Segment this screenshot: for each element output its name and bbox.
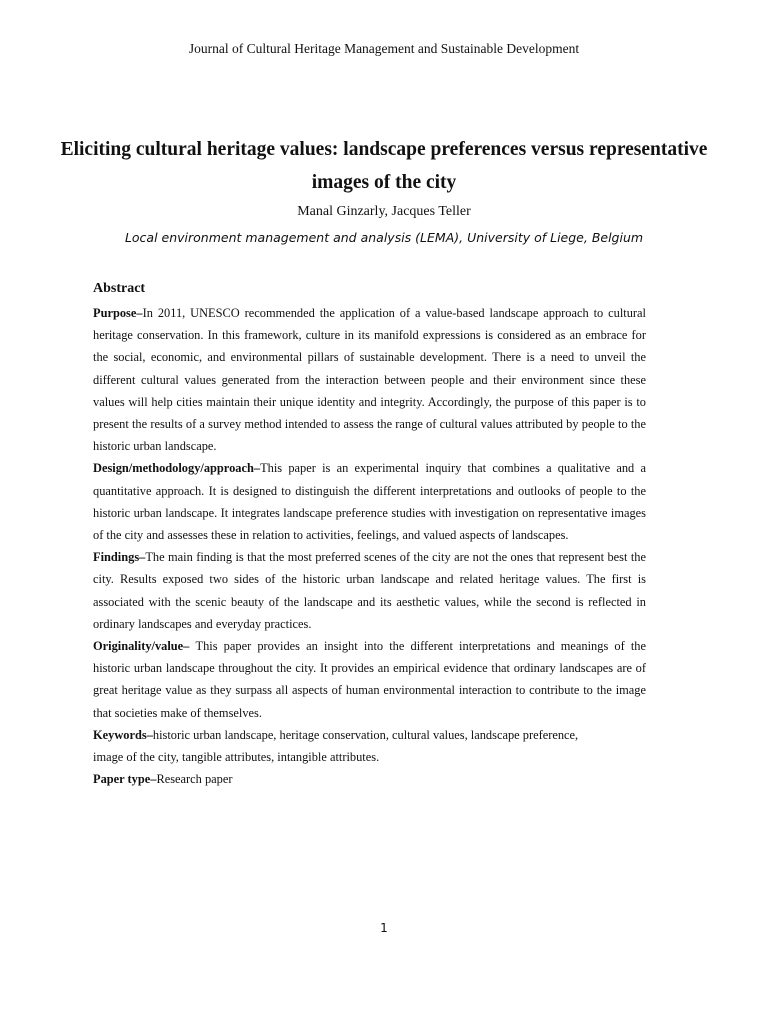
keywords-label: Keywords– — [93, 727, 153, 742]
paper-type-label: Paper type– — [93, 772, 157, 787]
keywords-line1: historic urban landscape, heritage conservation, cultural values, landscape preference, — [152, 727, 579, 742]
design-label: Design/methodology/approach– — [93, 461, 261, 476]
findings-label: Findings– — [93, 550, 146, 565]
design-text: This paper is an experimental inquiry that combines a qualitative and a quantitative approach. It is designed to distinguish the different interpretations and outlooks of people to the historic urban landscape. It integrates landscape preference studies with investigation on representative images of the city and assesses these in relation to activities, feelings, and valued aspects of landscapes. — [93, 461, 646, 543]
purpose-label: Purpose– — [93, 306, 143, 320]
running-header: Journal of Cultural Heritage Management and Sustainable Development — [188, 41, 580, 56]
abstract-heading: Abstract — [93, 281, 146, 296]
purpose-paragraph — [93, 302, 646, 457]
page-number: 1 — [380, 921, 388, 935]
findings-paragraph — [93, 546, 646, 635]
authors: Manal Ginzarly, Jacques Teller — [297, 204, 471, 219]
paper-title: Eliciting cultural heritage values: landscape preferences versus representative images of the city — [60, 139, 708, 193]
paper-type-paragraph — [93, 768, 646, 790]
abstract-body — [93, 302, 646, 790]
originality-text: This paper provides an insight into the different interpretations and meanings of the historic urban landscape throughout the city. It provides an empirical evidence that ordinary landscapes are of great heritage value as they surpass all aspects of human environmental interaction to contribute to the image that societies make of themselves. — [93, 639, 646, 720]
keywords-line2: image of the city, tangible attributes, intangible attributes. — [93, 750, 380, 765]
originality-label: Originality/value– — [93, 639, 196, 654]
design-paragraph — [93, 457, 646, 546]
affiliation: Local environment management and analysis (LEMA), University of Liege, Belgium — [124, 230, 644, 245]
purpose-text: In 2011, UNESCO recommended the application of a value-based landscape approach to cultural heritage conservation. In this framework, culture in its manifold expressions is considered as an embrace for the social, economic, and environmental pillars of sustainable development. There is a need to unveil the different cultural values generated from the interaction between people and their environment since these values will help cities maintain their unique identity and integrity. Accordingly, the purpose of this paper is to present the results of a survey method intended to assess the range of cultural values attributed by people to the historic urban landscape. — [93, 306, 646, 454]
paper-type-text: Research paper — [156, 772, 233, 787]
findings-text: The main finding is that the most preferred scenes of the city are not the ones that represent best the city. Results exposed two sides of the historic urban landscape and related heritage values. The first is associated with the scenic beauty of the landscape and its aesthetic values, while the second is reflected in ordinary landscapes and everyday practices. — [93, 550, 646, 631]
originality-paragraph — [93, 635, 646, 724]
keywords-paragraph — [93, 724, 646, 768]
